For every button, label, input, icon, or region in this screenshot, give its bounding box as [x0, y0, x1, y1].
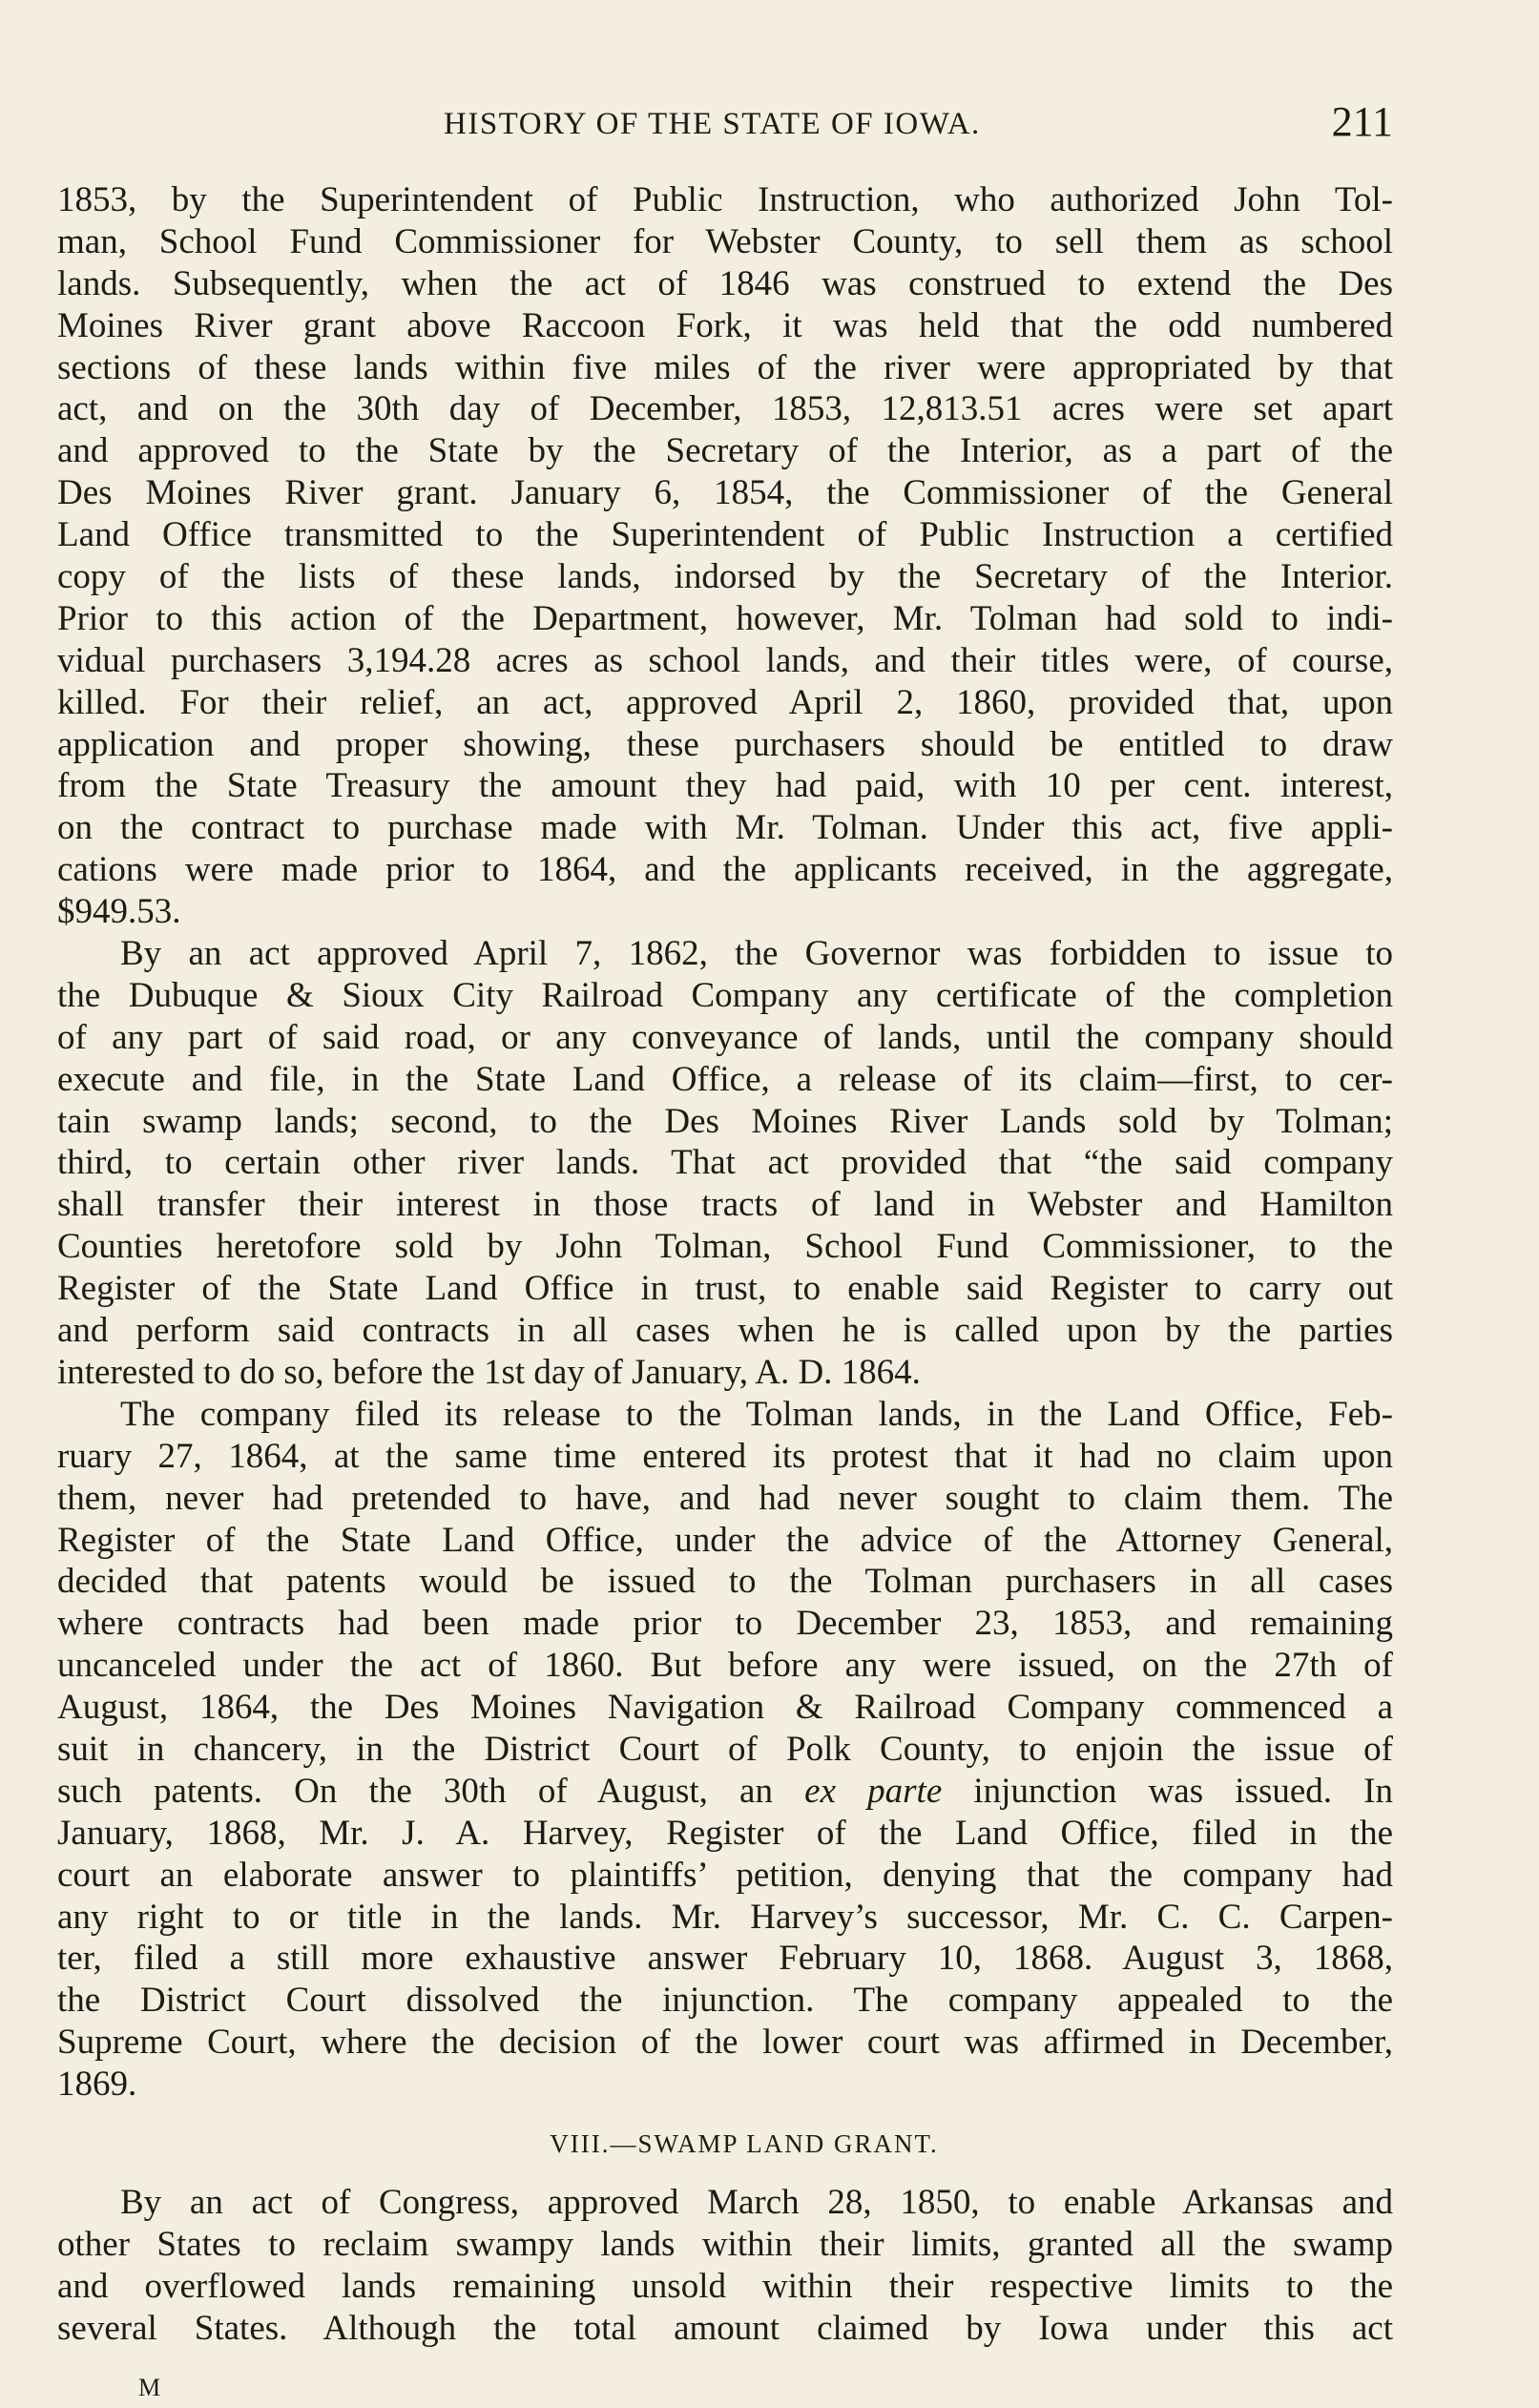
- text-line: and approved to the State by the Secretary of the Interior, as a part of the: [57, 431, 1393, 471]
- page-header: [57, 95, 1393, 153]
- text-line: Register of the State Land Office in trust, to enable said Register to carry out: [57, 1269, 1393, 1309]
- text-line: Supreme Court, where the decision of the lower court was affirmed in December,: [57, 2023, 1393, 2063]
- paragraph-1: [57, 179, 1393, 933]
- text-line: 1853, by the Superintendent of Public Instruction, who authorized John Tol-: [57, 180, 1393, 219]
- text-line: Land Office transmitted to the Superintendent of Public Instruction a certified: [57, 515, 1393, 555]
- text-line: third, to certain other river lands. That act provided that “the said company: [57, 1143, 1393, 1183]
- text-line: court an elaborate answer to plaintiffs’ petition, denying that the company had: [57, 1855, 1393, 1895]
- text-line: other States to reclaim swampy lands within their limits, granted all the swamp: [57, 2224, 1393, 2264]
- text-line: of any part of said road, or any conveyance of lands, until the company should: [57, 1017, 1393, 1057]
- text-line: vidual purchasers 3,194.28 acres as school lands, and their titles were, of course,: [57, 640, 1393, 680]
- text-line: ter, filed a still more exhaustive answer February 10, 1868. August 3, 1868,: [57, 1939, 1393, 1979]
- text-segment: such patents. On the 30th of August, an: [57, 1771, 805, 1811]
- text-line: and overflowed lands remaining unsold within their respective limits to the: [57, 2266, 1393, 2306]
- italic-phrase: ex parte: [804, 1771, 943, 1811]
- text-line: where contracts had been made prior to December 23, 1853, and remaining: [57, 1604, 1393, 1644]
- paragraph-2: [57, 933, 1393, 1394]
- text-line: several States. Although the total amount claimed by Iowa under this act: [57, 2308, 1393, 2348]
- text-line: sections of these lands within five miles of the river were appropriated by that: [57, 347, 1393, 387]
- text-line: suit in chancery, in the District Court of Polk County, to enjoin the issue of: [57, 1729, 1393, 1769]
- text-line: Des Moines River grant. January 6, 1854, the Commissioner of the General: [57, 473, 1393, 513]
- paragraph-4: [57, 2182, 1393, 2350]
- text-line: Prior to this action of the Department, however, Mr. Tolman had sold to indi-: [57, 598, 1393, 638]
- text-line: ruary 27, 1864, at the same time entered its protest that it had no claim upon: [57, 1436, 1393, 1476]
- text-line: tain swamp lands; second, to the Des Moines River Lands sold by Tolman;: [57, 1101, 1393, 1141]
- section-heading: VIII.—SWAMP LAND GRANT.: [550, 2128, 939, 2158]
- text-segment: injunction was issued. In: [942, 1771, 1394, 1811]
- text-line: and perform said contracts in all cases when he is called upon by the parties: [57, 1311, 1393, 1351]
- paragraph-3: [57, 1394, 1393, 2106]
- text-line: January, 1868, Mr. J. A. Harvey, Register of the Land Office, filed in the: [57, 1813, 1393, 1853]
- text-line: shall transfer their interest in those tracts of land in Webster and Hamilton: [57, 1185, 1393, 1225]
- text-line: By an act approved April 7, 1862, the Governor was forbidden to issue to: [120, 934, 1393, 974]
- text-line: uncanceled under the act of 1860. But before any were issued, on the 27th of: [57, 1646, 1393, 1686]
- text-line: on the contract to purchase made with Mr. Tolman. Under this act, five appli-: [57, 808, 1393, 848]
- text-line: decided that patents would be issued to the Tolman purchasers in all cases: [57, 1562, 1393, 1602]
- text-line: copy of the lists of these lands, indorsed by the Secretary of the Interior.: [57, 557, 1393, 597]
- text-line: cations were made prior to 1864, and the applicants received, in the aggregate,: [57, 850, 1393, 890]
- page-number: 211: [1331, 98, 1393, 145]
- text-line: interested to do so, before the 1st day of January, A. D. 1864.: [57, 1352, 921, 1392]
- text-line: the Dubuque & Sioux City Railroad Company any certificate of the completion: [57, 975, 1393, 1015]
- text-line: act, and on the 30th day of December, 1853, 12,813.51 acres were set apart: [57, 389, 1393, 429]
- text-line: Moines River grant above Raccoon Fork, it was held that the odd numbered: [57, 305, 1393, 345]
- text-line: $949.53.: [57, 892, 181, 932]
- text-line: Counties heretofore sold by John Tolman, School Fund Commissioner, to the: [57, 1227, 1393, 1267]
- text-line: The company filed its release to the Tolman lands, in the Land Office, Feb-: [120, 1394, 1393, 1434]
- running-head: HISTORY OF THE STATE OF IOWA.: [444, 107, 981, 141]
- text-line: them, never had pretended to have, and had never sought to claim them. The: [57, 1478, 1393, 1518]
- text-line: Register of the State Land Office, under the advice of the Attorney General,: [57, 1520, 1393, 1560]
- text-line: man, School Fund Commissioner for Webster County, to sell them as school: [57, 221, 1393, 261]
- text-line: By an act of Congress, approved March 28, 1850, to enable Arkansas and: [120, 2182, 1393, 2222]
- text-line: the District Court dissolved the injunction. The company appealed to the: [57, 1981, 1393, 2021]
- body-text: [57, 179, 1393, 2350]
- text-line-with-italic: [57, 1771, 1393, 1813]
- text-line: application and proper showing, these purchasers should be entitled to draw: [57, 724, 1393, 764]
- text-line: from the State Treasury the amount they had paid, with 10 per cent. interest,: [57, 766, 1393, 806]
- text-line: 1869.: [57, 2065, 137, 2105]
- signature-mark: M: [138, 2374, 162, 2401]
- text-line: killed. For their relief, an act, approved April 2, 1860, provided that, upon: [57, 682, 1393, 722]
- text-line: lands. Subsequently, when the act of 1846 was construed to extend the Des: [57, 263, 1393, 303]
- text-line: execute and file, in the State Land Office, a release of its claim—first, to cer-: [57, 1059, 1393, 1099]
- text-line: any right to or title in the lands. Mr. Harvey’s successor, Mr. C. C. Carpen-: [57, 1897, 1393, 1937]
- text-line: August, 1864, the Des Moines Navigation & Railroad Company commenced a: [57, 1688, 1393, 1728]
